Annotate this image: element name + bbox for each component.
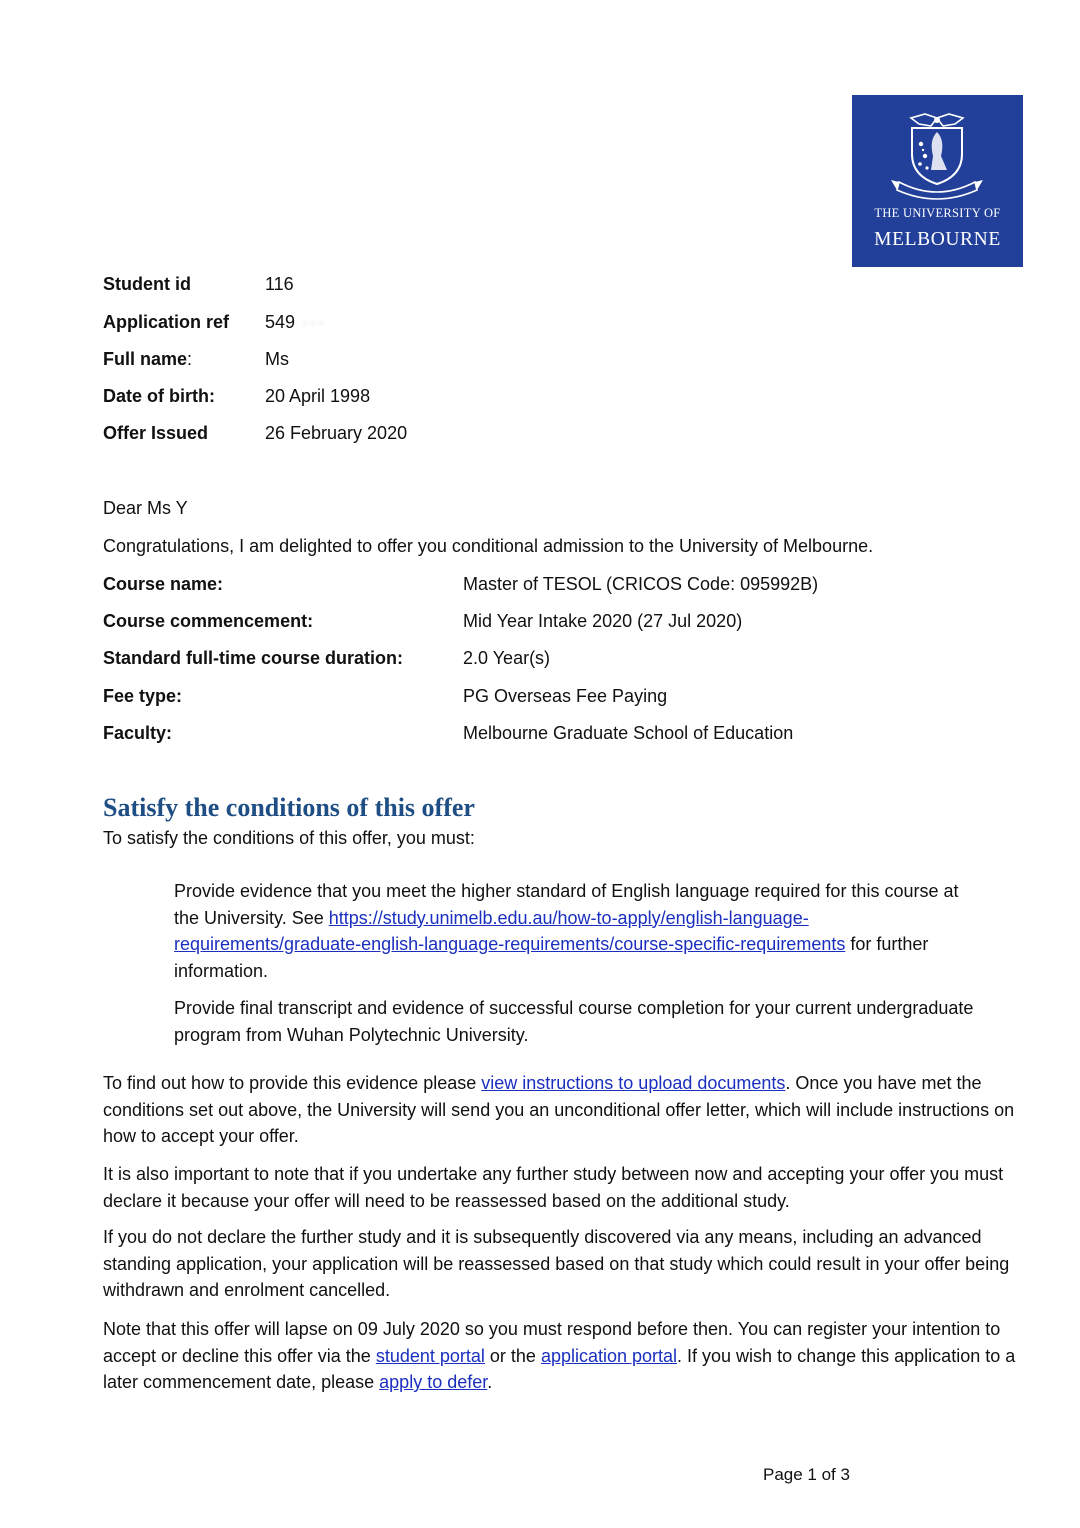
full-name-row [103, 348, 289, 370]
conditions-intro: To satisfy the conditions of this offer, you must: [103, 828, 475, 848]
full-name-colon: : [187, 349, 193, 369]
full-name-label: Full name [103, 349, 188, 369]
offer-issued-row [103, 422, 408, 444]
paragraph-evidence-text: To find out how to provide this evidence please [103, 1073, 482, 1093]
lapse-notice-end: . [487, 1372, 493, 1392]
lapse-notice-or: or the [484, 1345, 541, 1366]
course-name-value: Master of TESOL (CRICOS Code: 095992B) [463, 574, 819, 594]
application-ref-label: Application ref [103, 312, 230, 332]
paragraph-evidence-tail: . Once you have met the conditions set out above, the University will send you an unconditional offer letter, which will include instructions on how to accept your offer. [103, 1073, 1015, 1146]
course-duration-row [103, 647, 551, 669]
paragraph-lapse-notice [103, 1316, 1023, 1396]
date-of-birth-row [103, 385, 371, 407]
date-of-birth-value: 20 April 1998 [265, 386, 371, 406]
lapse-notice-defer-text: . If you wish to change this application to a later commencement date, please [103, 1345, 1016, 1392]
crest-icon [887, 110, 987, 202]
paragraph-undeclared-study: If you do not declare the further study and it is subsequently discovered via any means, including an advanced standing application, your application will be reassessed based on that study which could result in your offer being withdrawn and enrolment cancelled. [103, 1227, 1010, 1300]
faculty-label: Faculty: [103, 723, 173, 743]
course-commencement-label: Course commencement: [103, 611, 314, 631]
course-duration-label: Standard full-time course duration: [103, 648, 404, 668]
logo-line-1: THE UNIVERSITY OF [874, 206, 1001, 220]
english-requirements-link[interactable]: https://study.unimelb.edu.au/how-to-apply/english-language-requirements/graduate-english-language-requirements/course-specific-requirements [174, 907, 846, 954]
condition-english-tail: for further information. [174, 934, 929, 981]
paragraph-further-study: It is also important to note that if you undertake any further study between now and accepting your offer you must declare it because your offer will need to be reassessed based on the additional study. [103, 1164, 1004, 1211]
course-commencement-value: Mid Year Intake 2020 (27 Jul 2020) [463, 611, 743, 631]
fee-type-label: Fee type: [103, 686, 183, 706]
redacted-mark: ··· [295, 312, 327, 332]
course-commencement-row [103, 610, 743, 632]
offer-issued-value: 26 February 2020 [265, 423, 408, 443]
student-id-value: 116 [265, 274, 294, 294]
student-id-row [103, 273, 294, 295]
application-portal-link[interactable]: application portal [540, 1345, 678, 1366]
condition-item-transcript: Provide final transcript and evidence of successful course completion for your current undergraduate program from Wuhan Polytechnic University. [174, 998, 974, 1045]
faculty-value: Melbourne Graduate School of Education [463, 723, 794, 743]
full-name-value: Ms [265, 349, 289, 369]
logo-line-2: MELBOURNE [874, 229, 1001, 250]
course-name-label: Course name: [103, 574, 224, 594]
salutation: Dear Ms Y [103, 498, 188, 518]
course-name-row [103, 573, 819, 595]
condition-item-english [174, 878, 974, 984]
conditions-heading: Satisfy the conditions of this offer [103, 793, 475, 822]
lapse-notice-text: Note that this offer will lapse on 09 July 2020 so you must respond before then. You can register your intention to accept or decline this offer via the [103, 1319, 1001, 1366]
course-duration-value: 2.0 Year(s) [463, 648, 551, 668]
faculty-row [103, 722, 794, 744]
paragraph-evidence [103, 1070, 1023, 1150]
page-number: Page 1 of 3 [763, 1465, 850, 1484]
application-ref-value: 549 ··· [265, 312, 327, 332]
apply-to-defer-link[interactable]: apply to defer [379, 1372, 488, 1392]
student-id-label: Student id [103, 274, 191, 294]
fee-type-value: PG Overseas Fee Paying [463, 686, 668, 706]
date-of-birth-label: Date of birth: [103, 386, 215, 406]
fee-type-row [103, 685, 668, 707]
intro-text: Congratulations, I am delighted to offer you conditional admission to the University of Melbourne. [103, 536, 874, 556]
upload-documents-link[interactable]: view instructions to upload documents [481, 1073, 786, 1093]
student-portal-link[interactable]: student portal [375, 1345, 485, 1366]
offer-issued-label: Offer Issued [103, 423, 209, 443]
university-logo [852, 95, 1023, 267]
condition-english-text: Provide evidence that you meet the higher standard of English language required for this course at the University. See [174, 881, 959, 928]
application-ref-row [103, 311, 327, 333]
